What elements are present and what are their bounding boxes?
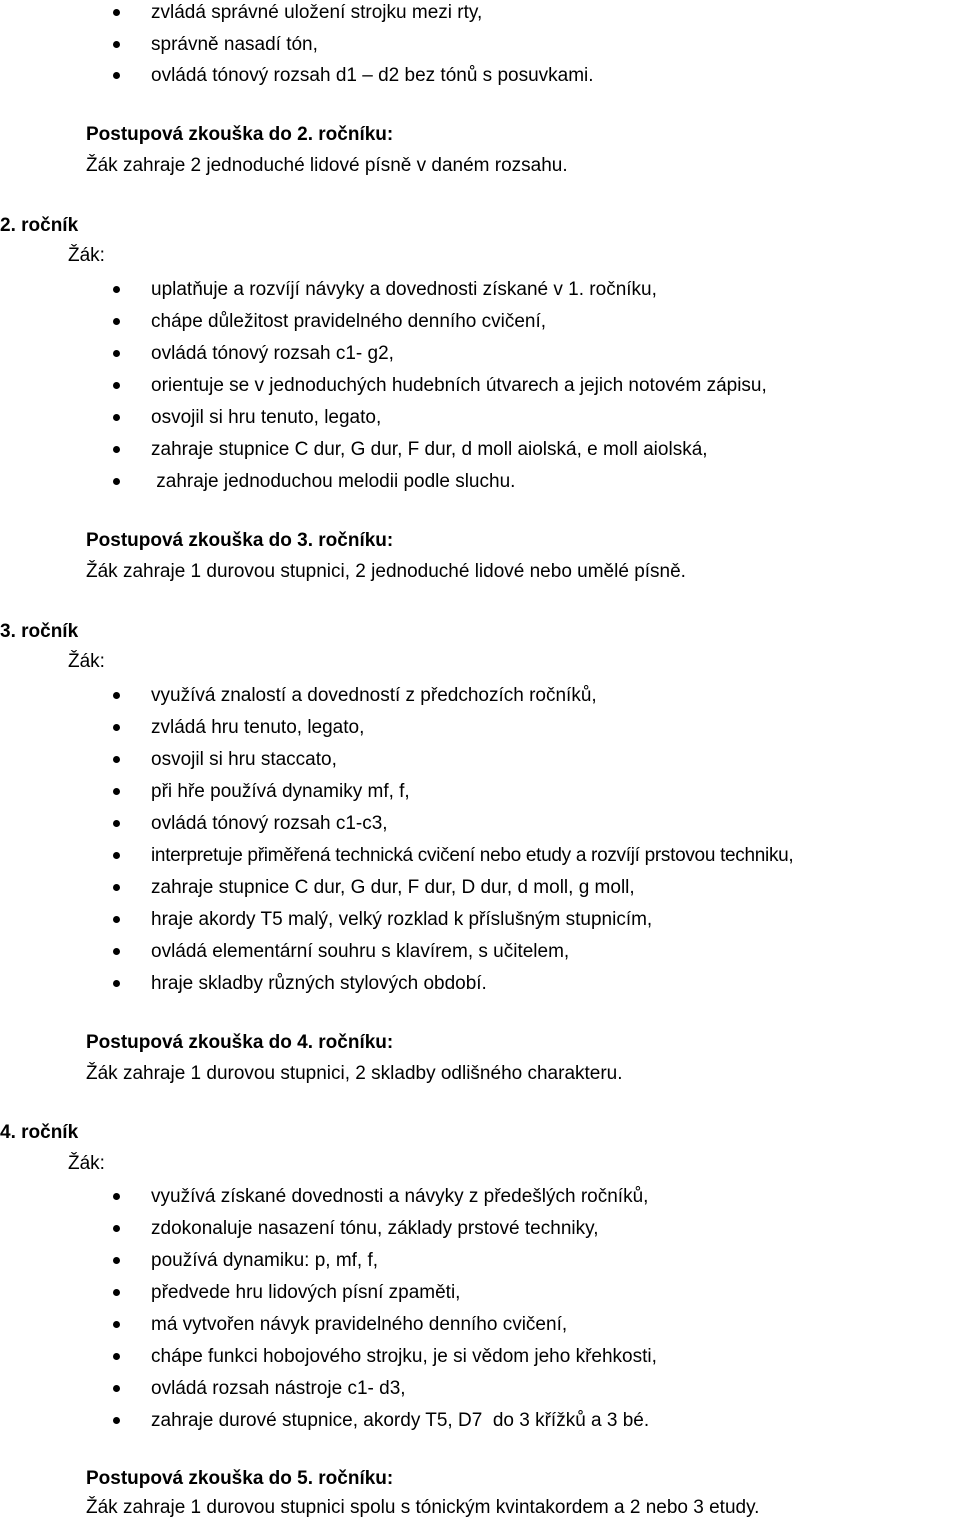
bullet-icon xyxy=(113,1353,120,1360)
bullet-icon xyxy=(113,980,120,987)
exam-heading: Postupová zkouška do 2. ročníku: xyxy=(86,124,394,145)
bullet-icon xyxy=(113,1257,120,1264)
list-item: využívá získané dovednosti a návyky z předešlých ročníků, xyxy=(151,1186,649,1207)
grade-heading: 3. ročník xyxy=(0,621,79,642)
exam-text: Žák zahraje 1 durovou stupnici spolu s tónickým kvintakordem a 2 nebo 3 etudy. xyxy=(86,1497,760,1518)
bullet-icon xyxy=(113,1385,120,1392)
student-label: Žák: xyxy=(68,651,105,672)
exam-text: Žák zahraje 2 jednoduché lidové písně v daném rozsahu. xyxy=(86,155,568,176)
bullet-icon xyxy=(113,286,120,293)
list-item: chápe funkci hobojového strojku, je si vědom jeho křehkosti, xyxy=(151,1346,657,1367)
bullet-icon xyxy=(113,72,120,79)
bullet-icon xyxy=(113,9,120,16)
exam-heading: Postupová zkouška do 5. ročníku: xyxy=(86,1468,394,1489)
list-item: má vytvořen návyk pravidelného denního cvičení, xyxy=(151,1314,568,1335)
bullet-icon xyxy=(113,788,120,795)
bullet-icon xyxy=(113,916,120,923)
list-item: zahraje stupnice C dur, G dur, F dur, D dur, d moll, g moll, xyxy=(151,877,635,898)
student-label: Žák: xyxy=(68,1153,105,1174)
exam-text: Žák zahraje 1 durovou stupnici, 2 jednoduché lidové nebo umělé písně. xyxy=(86,561,686,582)
grade-heading: 2. ročník xyxy=(0,215,79,236)
bullet-icon xyxy=(113,382,120,389)
list-item: ovládá rozsah nástroje c1- d3, xyxy=(151,1378,406,1399)
bullet-icon xyxy=(113,1225,120,1232)
list-item: hraje akordy T5 malý, velký rozklad k příslušným stupnicím, xyxy=(151,909,653,930)
bullet-icon xyxy=(113,756,120,763)
list-item: ovládá tónový rozsah d1 – d2 bez tónů s posuvkami. xyxy=(151,65,594,86)
list-item: osvojil si hru staccato, xyxy=(151,749,337,770)
exam-text: Žák zahraje 1 durovou stupnici, 2 skladby odlišného charakteru. xyxy=(86,1063,623,1084)
list-item: interpretuje přiměřená technická cvičení nebo etudy a rozvíjí prstovou techniku, xyxy=(151,845,794,866)
bullet-icon xyxy=(113,1417,120,1424)
list-item: předvede hru lidových písní zpaměti, xyxy=(151,1282,461,1303)
bullet-icon xyxy=(113,350,120,357)
list-item: zahraje jednoduchou melodii podle sluchu. xyxy=(151,471,516,492)
list-item: chápe důležitost pravidelného denního cvičení, xyxy=(151,311,547,332)
list-item: osvojil si hru tenuto, legato, xyxy=(151,407,382,428)
list-item: zahraje stupnice C dur, G dur, F dur, d moll aiolská, e moll aiolská, xyxy=(151,439,708,460)
list-item: hraje skladby různých stylových období. xyxy=(151,973,487,994)
list-item: ovládá tónový rozsah c1-c3, xyxy=(151,813,388,834)
list-item: používá dynamiku: p, mf, f, xyxy=(151,1250,379,1271)
bullet-icon xyxy=(113,478,120,485)
exam-heading: Postupová zkouška do 4. ročníku: xyxy=(86,1032,394,1053)
exam-heading: Postupová zkouška do 3. ročníku: xyxy=(86,530,394,551)
bullet-icon xyxy=(113,724,120,731)
bullet-icon xyxy=(113,948,120,955)
bullet-icon xyxy=(113,692,120,699)
list-item: správně nasadí tón, xyxy=(151,34,318,55)
bullet-icon xyxy=(113,41,120,48)
bullet-icon xyxy=(113,884,120,891)
list-item: zvládá správné uložení strojku mezi rty, xyxy=(151,2,483,23)
student-label: Žák: xyxy=(68,245,105,266)
bullet-icon xyxy=(113,1321,120,1328)
list-item: zdokonaluje nasazení tónu, základy prstové techniky, xyxy=(151,1218,599,1239)
bullet-icon xyxy=(113,852,120,859)
grade-heading: 4. ročník xyxy=(0,1122,79,1143)
list-item: ovládá elementární souhru s klavírem, s učitelem, xyxy=(151,941,570,962)
bullet-icon xyxy=(113,318,120,325)
list-item: zahraje durové stupnice, akordy T5, D7 do 3 křížků a 3 bé. xyxy=(151,1410,650,1431)
list-item: při hře používá dynamiky mf, f, xyxy=(151,781,410,802)
bullet-icon xyxy=(113,1193,120,1200)
bullet-icon xyxy=(113,1289,120,1296)
list-item: orientuje se v jednoduchých hudebních útvarech a jejich notovém zápisu, xyxy=(151,375,767,396)
list-item: ovládá tónový rozsah c1- g2, xyxy=(151,343,394,364)
list-item: zvládá hru tenuto, legato, xyxy=(151,717,365,738)
bullet-icon xyxy=(113,820,120,827)
bullet-icon xyxy=(113,446,120,453)
bullet-icon xyxy=(113,414,120,421)
list-item: uplatňuje a rozvíjí návyky a dovednosti získané v 1. ročníku, xyxy=(151,279,657,300)
list-item: využívá znalostí a dovedností z předchozích ročníků, xyxy=(151,685,597,706)
